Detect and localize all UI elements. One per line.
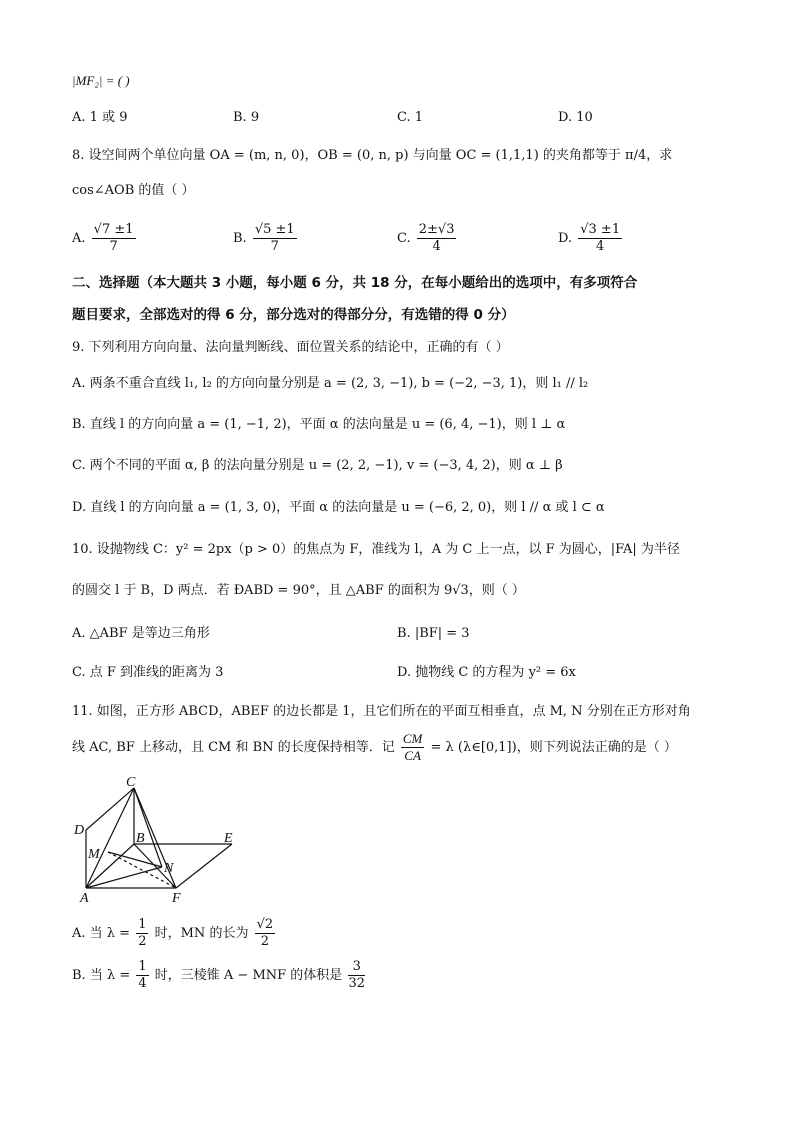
q9-option-b: B. 直线 l 的方向向量 a = (1, −1, 2)，平面 α 的法向量是 u = (6, 4, −1)，则 l ⊥ α — [72, 417, 566, 432]
q11-stem-1: 11. 如图，正方形 ABCD，ABEF 的边长都是 1，且它们所在的平面互相垂直，点 M, N 分别在正方形对角 — [72, 704, 691, 719]
q9-option-c: C. 两个不同的平面 α, β 的法向量分别是 u = (2, 2, −1), v = (−3, 4, 2)，则 α ⊥ β — [72, 458, 563, 473]
q7-option-a: A. 1 或 9 — [72, 110, 128, 125]
q9-stem: 9. 下列利用方向向量、法向量判断线、面位置关系的结论中，正确的有（ ） — [72, 340, 509, 355]
q8-option-d-fraction: $\frac{√3 \pm 1}{4}$ — [580, 222, 621, 254]
q11-option-b-volume: $\frac{3}{32}$ — [348, 959, 365, 991]
label-c: C — [126, 775, 136, 790]
q10-stem-2: 的圆交 l 于 B，D 两点．若 ÐABD = 90°，且 △ABF 的面积为 9√3，则（ ） — [72, 583, 525, 598]
label-d: D — [74, 823, 85, 838]
q9-option-a: A. 两条不重合直线 l₁, l₂ 的方向向量分别是 a = (2, 3, −1), b = (−2, −3, 1)，则 l₁ // l₂ — [72, 376, 589, 391]
segment-mn — [108, 852, 162, 867]
section2-heading-line1: 二、选择题（本大题共 3 小题，每小题 6 分，共 18 分，在每小题给出的选项中，有多项符合 — [72, 275, 638, 291]
diagonal-ac — [86, 788, 134, 888]
q8-stem: 8. 设空间两个单位向量 OA = (m, n, 0)，OB = (0, n, p) 与向量 OC = (1,1,1) 的夹角都等于 π/4，求 — [72, 148, 673, 163]
square-planes-figure — [72, 770, 272, 906]
q10-option-c: C. 点 F 到准线的距离为 3 — [72, 665, 224, 680]
q7-option-c: C. 1 — [397, 110, 424, 125]
label-e: E — [224, 831, 233, 846]
label-f: F — [172, 891, 181, 906]
q9-option-d: D. 直线 l 的方向向量 a = (1, 3, 0)，平面 α 的法向量是 u = (−6, 2, 0)，则 l // α 或 l ⊂ α — [72, 500, 605, 515]
q10-option-b: B. |BF| = 3 — [397, 626, 470, 641]
q10-option-d: D. 抛物线 C 的方程为 y² = 6x — [397, 665, 576, 680]
q10-stem-1: 10. 设抛物线 C：y² = 2px（p > 0）的焦点为 F，准线为 l，A 为 C 上一点，以 F 为圆心，|FA| 为半径 — [72, 542, 680, 557]
label-m: M — [88, 847, 100, 862]
q11-option-b-lambda: $\frac{1}{4}$ — [138, 959, 147, 991]
q11-stem-2: 线 AC, BF 上移动，且 CM 和 BN 的长度保持相等．记 $\frac{CM}{CA}$ = λ (λ∈[0,1])，则下列说法正确的是（ ） — [72, 731, 677, 763]
q11-option-b: B. 当 λ = $\frac{1}{4}$ 时，三棱锥 A − MNF 的体积是 $\frac{3}{32}$ — [72, 959, 365, 991]
q8-option-a: A. $\frac{√7 \pm 1}{7}$ — [72, 222, 134, 254]
q11-option-a-lambda: $\frac{1}{2}$ — [138, 917, 147, 949]
label-b: B — [136, 831, 145, 846]
q11-ratio-fraction: $\frac{CM}{CA}$ — [402, 731, 423, 763]
q11-option-a: A. 当 λ = $\frac{1}{2}$ 时，MN 的长为 $\frac{√2}{2}$ — [72, 917, 274, 949]
q8-option-c-fraction: $\frac{2\pm√3}{4}$ — [418, 222, 455, 254]
q8-option-c: C. $\frac{2\pm√3}{4}$ — [397, 222, 455, 254]
label-a: A — [80, 891, 89, 906]
q7-option-b: B. 9 — [233, 110, 260, 125]
q8-option-d: D. $\frac{√3 \pm 1}{4}$ — [558, 222, 621, 254]
edge-dc — [86, 788, 134, 830]
q11-option-a-length: $\frac{√2}{2}$ — [256, 917, 274, 949]
section2-heading-line2: 题目要求，全部选对的得 6 分，部分选对的得部分分，有选错的得 0 分） — [72, 307, 515, 323]
label-n: N — [164, 861, 174, 876]
q7-tail: |MF₂| = ( ) — [72, 73, 130, 88]
segment-cn — [134, 788, 162, 867]
edge-ef — [176, 844, 232, 888]
q8-option-b-fraction: $\frac{√5 \pm 1}{7}$ — [254, 222, 295, 254]
q8-option-a-fraction: $\frac{√7 \pm 1}{7}$ — [93, 222, 134, 254]
q8-stem-2: cos∠AOB 的值（ ） — [72, 183, 195, 198]
q8-option-b: B. $\frac{√5 \pm 1}{7}$ — [233, 222, 295, 254]
q7-option-d: D. 10 — [558, 110, 593, 125]
q10-option-a: A. △ABF 是等边三角形 — [72, 626, 210, 641]
